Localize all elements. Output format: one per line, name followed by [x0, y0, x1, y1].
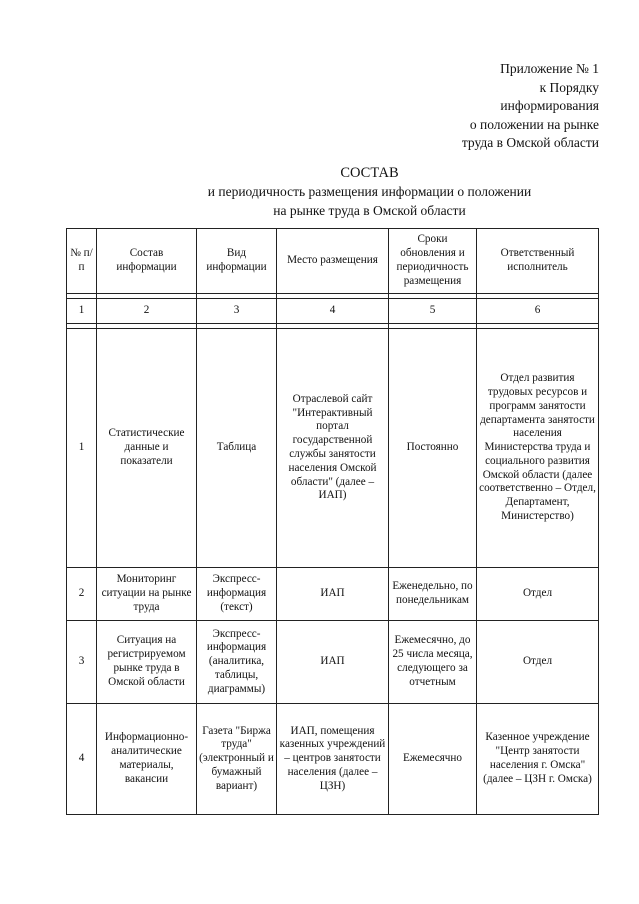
document-title	[0, 164, 639, 220]
appendix-header	[339, 60, 599, 153]
table-row	[67, 329, 599, 568]
row-composition: Мониторинг ситуации на рынке труда	[97, 568, 197, 621]
row-executor: Казенное учреждение "Центр занятости населения г. Омска" (далее – ЦЗН г. Омска)	[477, 704, 599, 815]
column-number: 6	[477, 299, 599, 324]
header-cell-number: № п/п	[67, 229, 97, 294]
row-composition: Информационно-аналитические материалы, вакансии	[97, 704, 197, 815]
title-subline: на рынке труда в Омской области	[273, 202, 466, 218]
row-period: Ежемесячно	[389, 704, 477, 815]
column-number: 5	[389, 299, 477, 324]
header-cell-composition: Состав информации	[97, 229, 197, 294]
table-header-row	[67, 229, 599, 294]
title-main: СОСТАВ	[340, 165, 399, 181]
row-executor: Отдел развития трудовых ресурсов и программ занятости департамента занятости населения Министерства труда и социального развития Омской области (далее соответственно – Отдел, Департамент, Министерство)	[477, 329, 599, 568]
row-period: Еженедельно, по понедельникам	[389, 568, 477, 621]
column-numbers-row	[67, 299, 599, 324]
row-executor: Отдел	[477, 568, 599, 621]
row-number: 3	[67, 621, 97, 704]
row-place: ИАП	[277, 621, 389, 704]
row-type: Газета "Биржа труда" (электронный и бумажный вариант)	[197, 704, 277, 815]
table-row	[67, 621, 599, 704]
row-place: Отраслевой сайт "Интерактивный портал государственной службы занятости населения Омской области" (далее – ИАП)	[277, 329, 389, 568]
info-table	[66, 228, 599, 815]
appendix-line: труда в Омской области	[461, 135, 599, 150]
header-cell-place: Место размещения	[277, 229, 389, 294]
appendix-line: Приложение № 1	[500, 61, 599, 76]
row-number: 4	[67, 704, 97, 815]
header-cell-period: Сроки обновления и периодичность размещения	[389, 229, 477, 294]
row-type: Экспресс-информация (текст)	[197, 568, 277, 621]
header-cell-type: Вид информации	[197, 229, 277, 294]
column-number: 4	[277, 299, 389, 324]
title-subline: и периодичность размещения информации о положении	[207, 184, 532, 199]
row-place: ИАП, помещения казенных учреждений – центров занятости населения (далее – ЦЗН)	[277, 704, 389, 815]
row-type: Таблица	[197, 329, 277, 568]
row-executor: Отдел	[477, 621, 599, 704]
row-number: 2	[67, 568, 97, 621]
row-composition: Ситуация на регистрируемом рынке труда в Омской области	[97, 621, 197, 704]
table-row	[67, 568, 599, 621]
header-cell-executor: Ответственный исполнитель	[477, 229, 599, 294]
column-number: 2	[97, 299, 197, 324]
column-number: 1	[67, 299, 97, 324]
row-composition: Статистические данные и показатели	[97, 329, 197, 568]
appendix-line: к Порядку	[539, 79, 599, 95]
column-number: 3	[197, 299, 277, 324]
row-period: Ежемесячно, до 25 числа месяца, следующего за отчетным	[389, 621, 477, 704]
appendix-line: информирования	[500, 98, 599, 113]
row-place: ИАП	[277, 568, 389, 621]
appendix-line: о положении на рынке	[469, 116, 599, 132]
row-type: Экспресс-информация (аналитика, таблицы, диаграммы)	[197, 621, 277, 704]
row-number: 1	[67, 329, 97, 568]
table-row	[67, 704, 599, 815]
row-period: Постоянно	[389, 329, 477, 568]
